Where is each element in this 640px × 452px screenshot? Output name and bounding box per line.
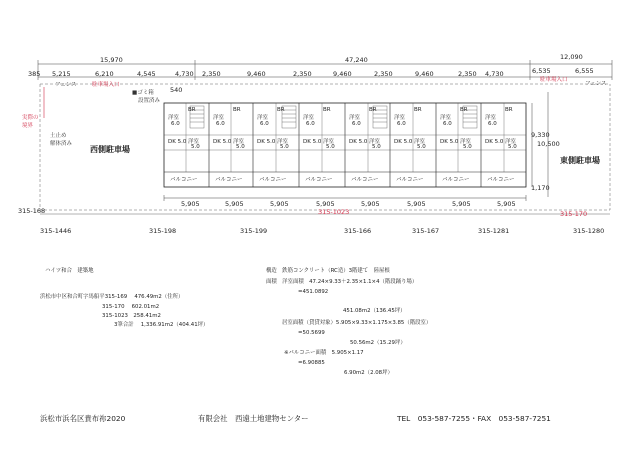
- dim-6210: 6,210: [95, 70, 114, 78]
- unit-7-dk-label: DK 5.0: [440, 139, 459, 145]
- dim-2350-d: 2,350: [458, 70, 477, 78]
- unit-7-br-label: BR: [460, 107, 468, 113]
- demolished-label: 解体済み: [50, 141, 73, 147]
- lot-315-170: 315-170: [560, 210, 588, 218]
- lot-315-1281: 315-1281: [478, 227, 510, 235]
- unit-4-room-a-label: 洋室: [303, 115, 315, 121]
- unit-7-room-b-label: 洋室: [460, 139, 472, 145]
- unit-2-br-label: BR: [233, 107, 241, 113]
- info-left-title: ハイツ和合 建築地: [45, 268, 94, 274]
- unit-5-room-b-size: 5.0: [372, 144, 381, 150]
- bottom-dim-2: 5,905: [225, 200, 244, 208]
- boundary-label-1: 実際の: [22, 115, 39, 121]
- dim-2350-b: 2,350: [293, 70, 312, 78]
- unit-5-dk-label: DK 5.0: [349, 139, 368, 145]
- info-area-calc: =451.0892: [298, 289, 329, 295]
- fence-label-left: フェンス: [55, 82, 77, 88]
- unit-5-room-a-label: 洋室: [349, 115, 361, 121]
- dim-9460-c: 9,460: [415, 70, 434, 78]
- bottom-dim-8: 5,905: [497, 200, 516, 208]
- unit-3-room-b-size: 5.0: [280, 144, 289, 150]
- west-parking-label: 西側駐車場: [90, 145, 130, 154]
- unit-7-room-a-size: 6.0: [443, 121, 452, 127]
- unit-1-room-a-label: 洋室: [168, 115, 180, 121]
- info-area-label: 面積 洋室面積 47.24×9.33＋2.35×1.1×4（階段踊り場）: [266, 279, 418, 285]
- unit-1-room-b-size: 5.0: [191, 144, 200, 150]
- info-balcony-result: 6.90m2（2.08坪）: [344, 370, 393, 376]
- unit-5-br-label: BR: [369, 107, 377, 113]
- info-balcony-label: ※バルコニー面積 5.905×1.17: [284, 350, 364, 356]
- unit-1-br-label: BR: [188, 107, 196, 113]
- lot-315-1280: 315-1280: [573, 227, 605, 235]
- unit-6-room-a-size: 6.0: [397, 121, 406, 127]
- bottom-dim-7: 5,905: [452, 200, 471, 208]
- unit-3-br-label: BR: [277, 107, 285, 113]
- unit-4-br-label: BR: [323, 107, 331, 113]
- footer-contact: TEL 053-587-7255・FAX 053-587-7251: [397, 414, 551, 423]
- footer-company: 有限会社 西遠土地建物センター: [198, 414, 309, 423]
- unit-4-room-b-size: 5.0: [326, 144, 335, 150]
- boundary-label-2: 境界: [22, 123, 34, 129]
- dim-385: 385: [28, 70, 41, 78]
- bottom-dim-1: 5,905: [181, 200, 200, 208]
- info-left-line4: 3筆合計 1,336.91m2（404.41坪）: [114, 322, 209, 328]
- dim-1170: 1,170: [531, 184, 550, 192]
- unit-2-room-a-size: 6.0: [216, 121, 225, 127]
- dim-6535: 6,535: [532, 67, 551, 75]
- info-living-calc: =50.5699: [298, 330, 325, 336]
- lot-315-167: 315-167: [412, 227, 440, 235]
- dim-2350-c: 2,350: [374, 70, 393, 78]
- bottom-dim-4: 5,905: [316, 200, 335, 208]
- dim-4730-b: 4,730: [485, 70, 504, 78]
- dim-total-right: 12,090: [560, 53, 583, 61]
- unit-3-balcony-label: バルコニー: [259, 177, 287, 183]
- unit-1-room-b-label: 洋室: [188, 139, 200, 145]
- unit-2-dk-label: DK 5.0: [213, 139, 232, 145]
- unit-4-room-b-label: 洋室: [323, 139, 335, 145]
- info-living-label: 居室面積（貸貸対象）5.905×9.33×1.175×3.85（階段室）: [282, 320, 432, 326]
- lot-315-1023: 315-1023: [318, 208, 350, 216]
- unit-8-room-a-label: 洋室: [485, 115, 497, 121]
- unit-5-room-a-size: 6.0: [352, 121, 361, 127]
- unit-5-room-b-label: 洋室: [369, 139, 381, 145]
- lot-315-166: 315-166: [344, 227, 372, 235]
- unit-2-balcony-label: バルコニー: [215, 177, 243, 183]
- retaining-wall-label: 土止め: [50, 133, 67, 139]
- dim-6555: 6,555: [575, 67, 594, 75]
- unit-8-dk-label: DK 5.0: [485, 139, 504, 145]
- dim-540: 540: [170, 86, 183, 94]
- unit-8-room-a-size: 6.0: [488, 121, 497, 127]
- unit-6-balcony-label: バルコニー: [396, 177, 424, 183]
- unit-4-room-a-size: 6.0: [306, 121, 315, 127]
- garbage-installed-label: 設置済み: [138, 98, 161, 104]
- unit-3-room-a-size: 6.0: [260, 121, 269, 127]
- unit-6-dk-label: DK 5.0: [394, 139, 413, 145]
- bottom-dim-3: 5,905: [270, 200, 289, 208]
- unit-1-dk-label: DK 5.0: [168, 139, 187, 145]
- dim-4545: 4,545: [137, 70, 156, 78]
- dim-9330: 9,330: [531, 131, 550, 139]
- info-left-line3: 315-1023 258.41m2: [102, 313, 161, 319]
- dim-9460-a: 9,460: [247, 70, 266, 78]
- unit-3-room-b-label: 洋室: [277, 139, 289, 145]
- entrance-label-right: 駐車場入口: [540, 77, 568, 83]
- unit-4-dk-label: DK 5.0: [303, 139, 322, 145]
- unit-2-room-b-label: 洋室: [233, 139, 245, 145]
- info-living-result: 50.56m2（15.29坪）: [350, 340, 406, 346]
- unit-6-room-b-label: 洋室: [414, 139, 426, 145]
- dim-10500: 10,500: [537, 140, 560, 148]
- garbage-icon: ■: [132, 90, 138, 96]
- unit-6-room-a-label: 洋室: [394, 115, 406, 121]
- dim-total-mid: 47,240: [345, 56, 368, 64]
- dim-9460-b: 9,460: [333, 70, 352, 78]
- east-parking-label: 東側駐車場: [560, 156, 600, 165]
- footer-address: 浜松市浜名区貴布祢2020: [40, 414, 126, 423]
- garbage-label: ■ゴミ箱: [132, 90, 154, 96]
- unit-2-room-a-label: 洋室: [213, 115, 225, 121]
- unit-8-room-b-label: 洋室: [505, 139, 517, 145]
- unit-7-room-b-size: 5.0: [463, 144, 472, 150]
- unit-8-balcony-label: バルコニー: [487, 177, 515, 183]
- lot-315-168: 315-168: [18, 207, 46, 215]
- bottom-dim-5: 5,905: [361, 200, 380, 208]
- lot-315-198: 315-198: [149, 227, 177, 235]
- unit-2-room-b-size: 5.0: [236, 144, 245, 150]
- lot-315-199: 315-199: [240, 227, 268, 235]
- info-balcony-calc: =6.90885: [298, 360, 325, 366]
- dim-total-left: 15,970: [100, 56, 123, 64]
- unit-5-balcony-label: バルコニー: [351, 177, 379, 183]
- unit-3-room-a-label: 洋室: [257, 115, 269, 121]
- unit-6-br-label: BR: [414, 107, 422, 113]
- info-left-line2: 315-170 602.01m2: [102, 304, 160, 310]
- lot-315-1446: 315-1446: [40, 227, 72, 235]
- bottom-dim-6: 5,905: [407, 200, 426, 208]
- unit-1-room-a-size: 6.0: [171, 121, 180, 127]
- dim-2350-a: 2,350: [202, 70, 221, 78]
- dim-5215: 5,215: [52, 70, 71, 78]
- unit-3-dk-label: DK 5.0: [257, 139, 276, 145]
- dim-4730-a: 4,730: [175, 70, 194, 78]
- unit-8-br-label: BR: [505, 107, 513, 113]
- unit-1-balcony-label: バルコニー: [170, 177, 198, 183]
- unit-7-room-a-label: 洋室: [440, 115, 452, 121]
- fence-label-right: フェンス: [585, 81, 607, 87]
- unit-8-room-b-size: 5.0: [508, 144, 517, 150]
- unit-7-balcony-label: バルコニー: [442, 177, 470, 183]
- info-left-line1: 浜松市中区和合町字馬船平315-169 476.49m2（住所）: [40, 294, 184, 300]
- info-area-result: 451.08m2（136.45坪）: [343, 308, 406, 314]
- unit-6-room-b-size: 5.0: [417, 144, 426, 150]
- info-structure: 構造 鉄筋コンクリート（RC造）3階建て 陸屋根: [266, 268, 390, 274]
- unit-4-balcony-label: バルコニー: [305, 177, 333, 183]
- entrance-label-left: 駐車場入口: [92, 82, 120, 88]
